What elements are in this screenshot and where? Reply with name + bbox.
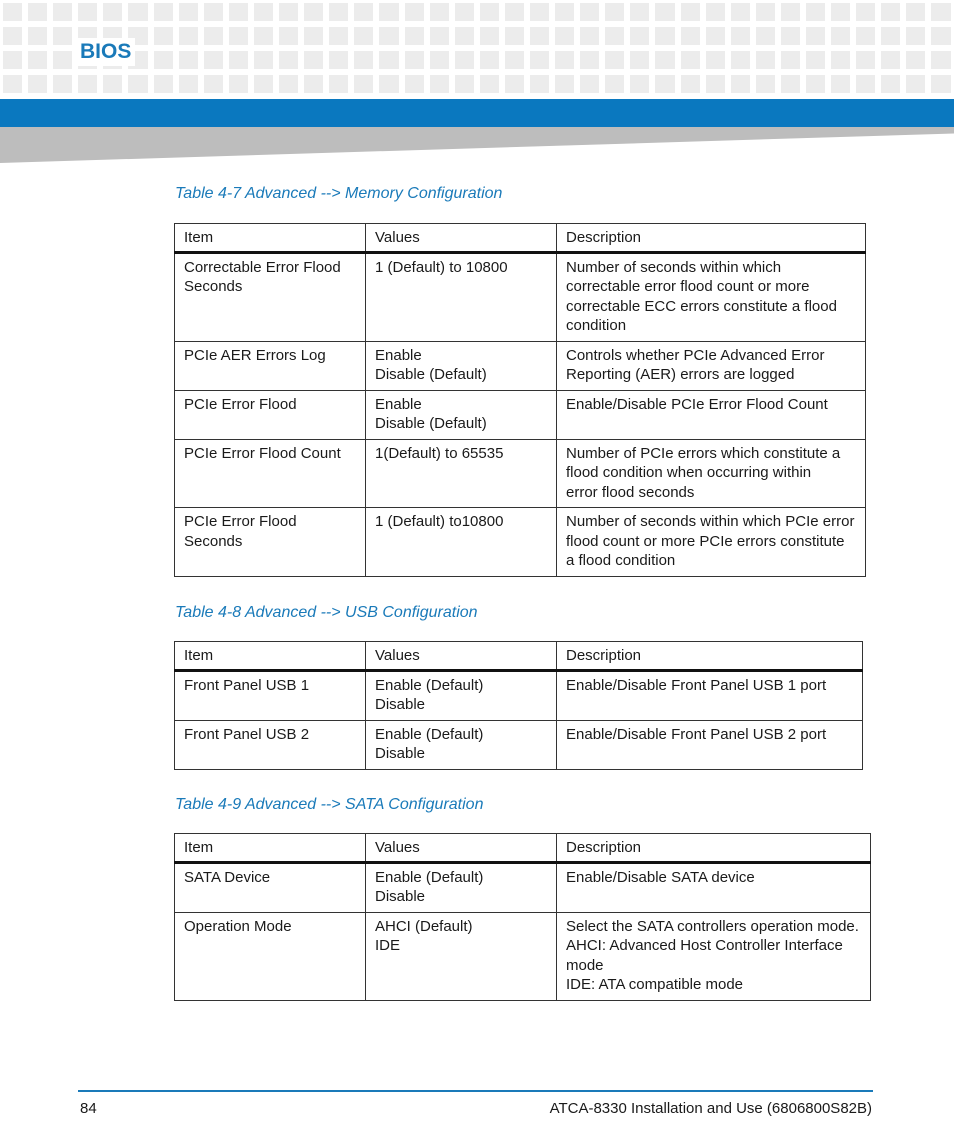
header-tile bbox=[405, 3, 424, 21]
header-tile bbox=[681, 3, 700, 21]
header-tile bbox=[204, 3, 223, 21]
header-tile bbox=[731, 51, 750, 69]
cell-values bbox=[366, 390, 557, 439]
cell-values-line: Enable (Default) bbox=[375, 676, 484, 694]
column-header-item: Item bbox=[175, 834, 366, 863]
cell-values bbox=[366, 862, 557, 912]
cell-item-line: Seconds bbox=[184, 278, 243, 295]
cell-description-line: AHCI: Advanced Host Controller Interface bbox=[566, 937, 843, 954]
header-tile bbox=[630, 3, 649, 21]
header-tile bbox=[329, 27, 348, 45]
header-tile bbox=[681, 75, 700, 93]
cell-values bbox=[366, 252, 557, 341]
header-tile bbox=[505, 51, 524, 69]
header-tile bbox=[279, 3, 298, 21]
header-tile bbox=[781, 75, 800, 93]
header-tile bbox=[681, 51, 700, 69]
header-tile bbox=[655, 27, 674, 45]
column-header-description: Description bbox=[557, 834, 871, 863]
header-tile bbox=[655, 75, 674, 93]
cell-description-line: Number of PCIe errors which constitute a bbox=[566, 444, 841, 462]
cell-description-line: mode bbox=[566, 956, 604, 974]
header-tile bbox=[781, 3, 800, 21]
header-tile bbox=[480, 3, 499, 21]
header-tile bbox=[605, 51, 624, 69]
header-tile bbox=[781, 27, 800, 45]
header-tile bbox=[179, 51, 198, 69]
cell-values-line: IDE bbox=[375, 937, 401, 954]
cell-values-line: Disable (Default) bbox=[375, 366, 487, 383]
table-row bbox=[175, 862, 871, 912]
cell-description bbox=[557, 720, 863, 769]
header-tile bbox=[831, 51, 850, 69]
cell-values-line: Enable (Default) bbox=[375, 725, 484, 743]
cell-values-line: 1 (Default) to 10800 bbox=[375, 258, 508, 276]
header-tile bbox=[53, 27, 72, 45]
cell-item-line: Operation Mode bbox=[184, 917, 292, 935]
cell-values-line: Enable (Default) bbox=[375, 868, 484, 886]
header-tile bbox=[881, 27, 900, 45]
page-number: 84 bbox=[80, 1100, 97, 1117]
cell-item bbox=[175, 341, 366, 390]
cell-values-line: Enable bbox=[375, 346, 422, 364]
column-header-values: Values bbox=[366, 834, 557, 863]
header-tile bbox=[103, 75, 122, 93]
header-tile bbox=[605, 75, 624, 93]
header-tile bbox=[706, 51, 725, 69]
cell-description bbox=[557, 390, 866, 439]
header-tile bbox=[555, 75, 574, 93]
cell-description-line: correctable error flood count or more bbox=[566, 278, 810, 295]
header-tile bbox=[254, 51, 273, 69]
header-tile bbox=[580, 75, 599, 93]
cell-item-line: PCIe Error Flood bbox=[184, 395, 297, 413]
header-tile bbox=[706, 27, 725, 45]
section-title: BIOS bbox=[78, 38, 135, 66]
header-tile bbox=[706, 3, 725, 21]
header-tile bbox=[580, 51, 599, 69]
header-tile bbox=[731, 75, 750, 93]
header-tile bbox=[154, 51, 173, 69]
cell-item-line: SATA Device bbox=[184, 868, 271, 886]
header-tile bbox=[379, 3, 398, 21]
header-tile bbox=[480, 27, 499, 45]
header-tile bbox=[279, 51, 298, 69]
header-tile bbox=[229, 3, 248, 21]
header-tile bbox=[530, 27, 549, 45]
cell-item-line: Front Panel USB 1 bbox=[184, 676, 310, 694]
table-caption-sata: Table 4-9 Advanced --> SATA Configuration bbox=[175, 796, 484, 813]
header-tile bbox=[254, 3, 273, 21]
cell-values bbox=[366, 341, 557, 390]
header-tile bbox=[630, 75, 649, 93]
cell-description-line: Controls whether PCIe Advanced Error bbox=[566, 346, 825, 364]
cell-description-line: flood count or more PCIe errors constitute bbox=[566, 532, 845, 550]
cell-description-line: a flood condition bbox=[566, 552, 676, 569]
header-tile bbox=[3, 75, 22, 93]
header-tile bbox=[881, 75, 900, 93]
header-tile bbox=[530, 51, 549, 69]
cell-values bbox=[366, 439, 557, 508]
header-tile bbox=[154, 27, 173, 45]
header-tile bbox=[756, 75, 775, 93]
usb-configuration-table bbox=[174, 641, 863, 770]
cell-description bbox=[557, 670, 863, 720]
header-tile bbox=[379, 51, 398, 69]
header-tile bbox=[480, 51, 499, 69]
table-row bbox=[175, 720, 863, 769]
header-tile bbox=[881, 51, 900, 69]
cell-values-line: Disable bbox=[375, 888, 426, 905]
header-tile bbox=[279, 27, 298, 45]
header-tile bbox=[204, 27, 223, 45]
header-tile bbox=[179, 3, 198, 21]
header-tile bbox=[304, 27, 323, 45]
header-tile bbox=[756, 27, 775, 45]
header-tile bbox=[53, 75, 72, 93]
cell-description bbox=[557, 439, 866, 508]
header-tile bbox=[580, 27, 599, 45]
column-header-values: Values bbox=[366, 642, 557, 671]
cell-item bbox=[175, 912, 366, 1000]
header-tile bbox=[254, 75, 273, 93]
cell-description-line: Reporting (AER) errors are logged bbox=[566, 366, 795, 383]
header-tile bbox=[580, 3, 599, 21]
header-tile bbox=[279, 75, 298, 93]
header-tile bbox=[304, 3, 323, 21]
header-tile bbox=[781, 51, 800, 69]
header-tile bbox=[28, 51, 47, 69]
table-row bbox=[175, 508, 866, 577]
cell-item bbox=[175, 670, 366, 720]
header-tile bbox=[179, 75, 198, 93]
header-tile bbox=[856, 3, 875, 21]
header-tile bbox=[856, 51, 875, 69]
header-tile bbox=[154, 3, 173, 21]
header-tile bbox=[681, 27, 700, 45]
cell-values bbox=[366, 912, 557, 1000]
header-tile bbox=[179, 27, 198, 45]
column-header-description: Description bbox=[557, 642, 863, 671]
header-tile bbox=[655, 3, 674, 21]
header-tile bbox=[28, 75, 47, 93]
header-tile bbox=[530, 3, 549, 21]
cell-item-line: Front Panel USB 2 bbox=[184, 725, 310, 743]
header-tile bbox=[906, 51, 925, 69]
header-tile bbox=[28, 27, 47, 45]
header-tile bbox=[831, 75, 850, 93]
header-tile bbox=[455, 3, 474, 21]
table-row bbox=[175, 252, 866, 341]
header-tile bbox=[254, 27, 273, 45]
column-header-values: Values bbox=[366, 224, 557, 253]
header-tile bbox=[831, 27, 850, 45]
header-tile bbox=[530, 75, 549, 93]
cell-description-line: Select the SATA controllers operation mode. bbox=[566, 917, 859, 935]
header-tile bbox=[128, 3, 147, 21]
header-tile bbox=[354, 51, 373, 69]
header-tile bbox=[229, 51, 248, 69]
header-tile bbox=[555, 3, 574, 21]
header-tile bbox=[480, 75, 499, 93]
cell-values-line: 1(Default) to 65535 bbox=[375, 444, 504, 462]
cell-description-line: flood condition when occurring within bbox=[566, 464, 812, 481]
header-tile bbox=[931, 27, 950, 45]
header-tile bbox=[354, 3, 373, 21]
document-title: ATCA-8330 Installation and Use (6806800S82B) bbox=[549, 1100, 872, 1117]
table-row bbox=[175, 341, 866, 390]
cell-values-line: AHCI (Default) bbox=[375, 917, 473, 935]
header-tile bbox=[756, 3, 775, 21]
cell-description-line: Enable/Disable PCIe Error Flood Count bbox=[566, 395, 828, 413]
cell-description-line: Enable/Disable Front Panel USB 2 port bbox=[566, 725, 827, 743]
header-tile bbox=[555, 27, 574, 45]
cell-description-line: Number of seconds within which PCIe error bbox=[566, 513, 855, 530]
header-tile bbox=[430, 51, 449, 69]
header-tile bbox=[405, 75, 424, 93]
cell-values bbox=[366, 508, 557, 577]
header-tile bbox=[630, 51, 649, 69]
memory-configuration-table bbox=[174, 223, 866, 577]
header-tile bbox=[430, 75, 449, 93]
table-header-row bbox=[175, 834, 871, 863]
header-tile bbox=[856, 75, 875, 93]
cell-item-line: Correctable Error Flood bbox=[184, 258, 341, 276]
table-caption-usb: Table 4-8 Advanced --> USB Configuration bbox=[175, 604, 478, 621]
header-tile bbox=[731, 27, 750, 45]
header-tile bbox=[931, 51, 950, 69]
cell-item bbox=[175, 720, 366, 769]
cell-values-line: Disable (Default) bbox=[375, 415, 487, 432]
header-tile bbox=[354, 75, 373, 93]
cell-item-line: PCIe AER Errors Log bbox=[184, 346, 326, 364]
table-header-row bbox=[175, 642, 863, 671]
header-tile bbox=[630, 27, 649, 45]
table-row bbox=[175, 912, 871, 1000]
cell-values-line: Disable bbox=[375, 745, 426, 762]
header-tile bbox=[379, 27, 398, 45]
header-tile bbox=[505, 75, 524, 93]
header-tile bbox=[906, 3, 925, 21]
table-row bbox=[175, 439, 866, 508]
header-tile bbox=[430, 27, 449, 45]
cell-description-line: Number of seconds within which bbox=[566, 258, 782, 276]
cell-description-line: Enable/Disable SATA device bbox=[566, 868, 755, 886]
header-tile bbox=[354, 27, 373, 45]
header-tile bbox=[229, 27, 248, 45]
table-header-row bbox=[175, 224, 866, 253]
header-tile bbox=[505, 3, 524, 21]
header-tile bbox=[430, 3, 449, 21]
header-tile bbox=[881, 3, 900, 21]
header-tile bbox=[605, 3, 624, 21]
cell-values-line: Enable bbox=[375, 395, 422, 413]
header-tile bbox=[28, 3, 47, 21]
header-tile bbox=[204, 51, 223, 69]
header-tile bbox=[831, 3, 850, 21]
header-tile-pattern bbox=[0, 0, 954, 96]
header-tile bbox=[806, 75, 825, 93]
header-tile bbox=[806, 3, 825, 21]
header-tile bbox=[78, 3, 97, 21]
cell-description-line: correctable ECC errors constitute a flood bbox=[566, 297, 837, 315]
table-caption-memory: Table 4-7 Advanced --> Memory Configuration bbox=[175, 185, 503, 202]
cell-item-line: PCIe Error Flood Count bbox=[184, 444, 341, 462]
header-tile bbox=[229, 75, 248, 93]
cell-description bbox=[557, 912, 871, 1000]
cell-item bbox=[175, 439, 366, 508]
sata-configuration-table bbox=[174, 833, 871, 1001]
header-tile bbox=[53, 3, 72, 21]
cell-item bbox=[175, 862, 366, 912]
header-tile bbox=[756, 51, 775, 69]
header-tile bbox=[706, 75, 725, 93]
cell-description bbox=[557, 508, 866, 577]
cell-item bbox=[175, 390, 366, 439]
table-row bbox=[175, 670, 863, 720]
header-tile bbox=[329, 51, 348, 69]
header-tile bbox=[906, 75, 925, 93]
cell-description-line: error flood seconds bbox=[566, 483, 695, 501]
header-tile bbox=[555, 51, 574, 69]
cell-description-line: condition bbox=[566, 317, 627, 334]
header-tile bbox=[931, 75, 950, 93]
header-tile bbox=[304, 51, 323, 69]
header-tile bbox=[405, 27, 424, 45]
cell-description-line: IDE: ATA compatible mode bbox=[566, 976, 744, 993]
header-tile bbox=[53, 51, 72, 69]
table-row bbox=[175, 390, 866, 439]
header-tile bbox=[154, 75, 173, 93]
header-tile bbox=[204, 75, 223, 93]
header-tile bbox=[3, 3, 22, 21]
footer-rule bbox=[78, 1090, 873, 1092]
cell-item bbox=[175, 508, 366, 577]
cell-description bbox=[557, 341, 866, 390]
header-tile bbox=[405, 51, 424, 69]
column-header-item: Item bbox=[175, 642, 366, 671]
cell-description bbox=[557, 252, 866, 341]
header-tile bbox=[806, 51, 825, 69]
header-tile bbox=[906, 27, 925, 45]
header-background bbox=[0, 0, 954, 98]
cell-values bbox=[366, 670, 557, 720]
header-tile bbox=[3, 27, 22, 45]
header-tile bbox=[505, 27, 524, 45]
header-grey-wedge bbox=[0, 127, 954, 163]
cell-item bbox=[175, 252, 366, 341]
header-tile bbox=[128, 75, 147, 93]
header-tile bbox=[605, 27, 624, 45]
header-tile bbox=[455, 75, 474, 93]
header-tile bbox=[3, 51, 22, 69]
header-tile bbox=[856, 27, 875, 45]
header-tile bbox=[329, 75, 348, 93]
header-blue-band bbox=[0, 99, 954, 127]
header-tile bbox=[931, 3, 950, 21]
header-tile bbox=[455, 27, 474, 45]
column-header-description: Description bbox=[557, 224, 866, 253]
header-tile bbox=[806, 27, 825, 45]
cell-values-line: Disable bbox=[375, 696, 426, 713]
header-tile bbox=[655, 51, 674, 69]
header-tile bbox=[379, 75, 398, 93]
cell-description bbox=[557, 862, 871, 912]
header-tile bbox=[455, 51, 474, 69]
header-tile bbox=[103, 3, 122, 21]
header-tile bbox=[304, 75, 323, 93]
cell-values bbox=[366, 720, 557, 769]
column-header-item: Item bbox=[175, 224, 366, 253]
cell-values-line: 1 (Default) to10800 bbox=[375, 513, 504, 530]
cell-description-line: Enable/Disable Front Panel USB 1 port bbox=[566, 676, 827, 694]
header-tile bbox=[78, 75, 97, 93]
header-tile bbox=[329, 3, 348, 21]
header-tile bbox=[731, 3, 750, 21]
cell-item-line: PCIe Error Flood Seconds bbox=[184, 513, 297, 550]
